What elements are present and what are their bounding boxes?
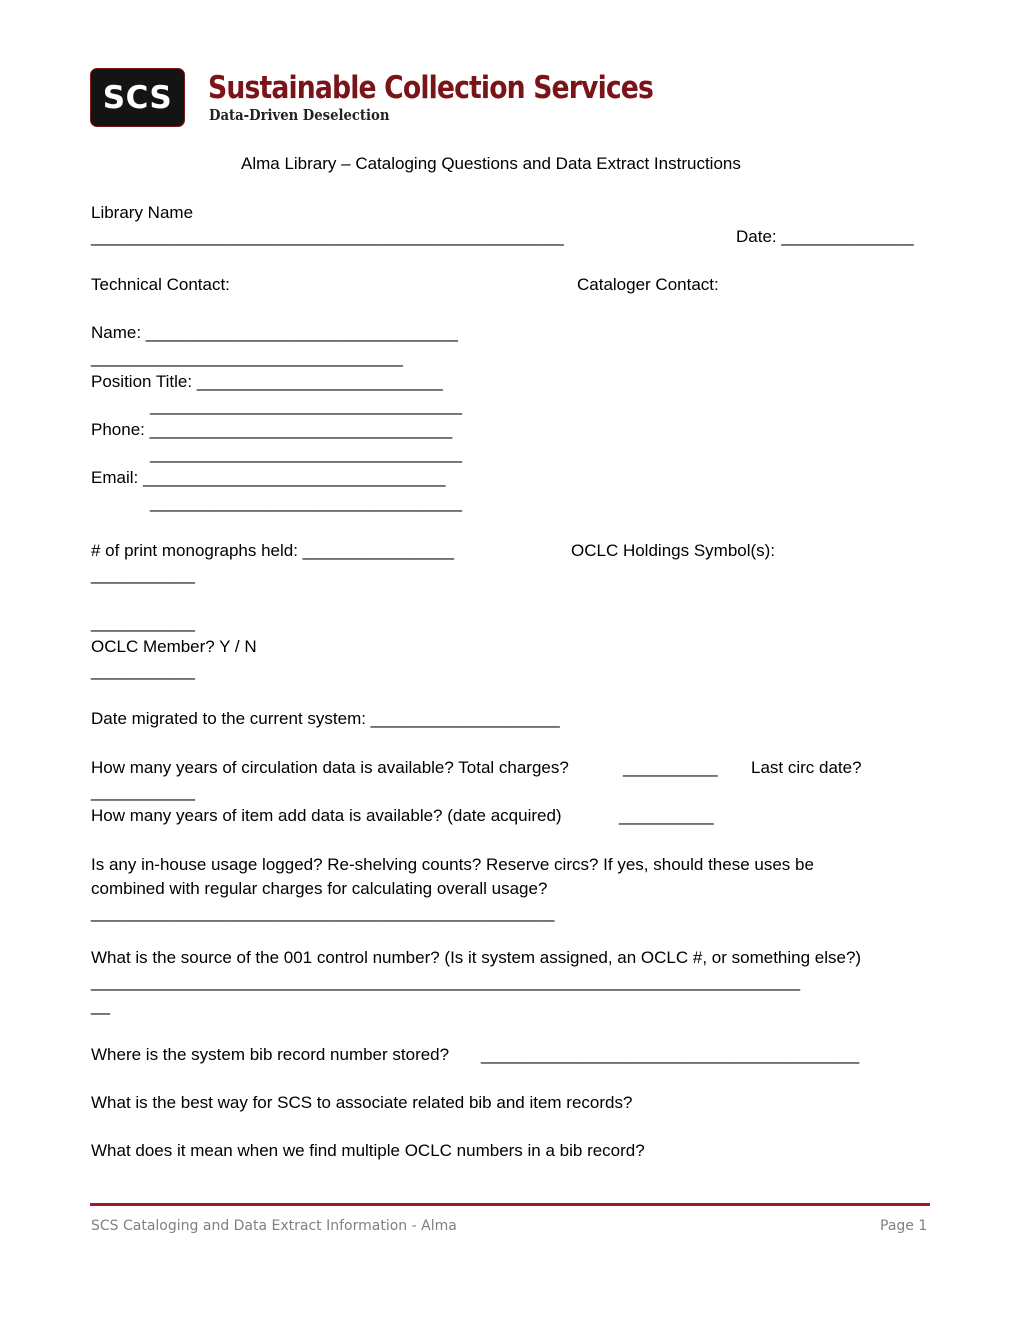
print-monographs-field[interactable]: # of print monographs held: ________________ (91, 541, 454, 560)
phone-field[interactable]: Phone: ________________________________ (91, 420, 453, 439)
email-field-line2[interactable]: _________________________________ (150, 493, 463, 512)
footer-rule (90, 1203, 930, 1206)
email-field[interactable]: Email: ________________________________ (91, 468, 446, 487)
total-charges-field[interactable]: __________ (623, 758, 718, 777)
oclc-member-line-below[interactable]: ___________ (91, 661, 196, 680)
associate-records-question: What is the best way for SCS to associate related bib and item records? (91, 1093, 633, 1112)
technical-contact-label: Technical Contact: (91, 275, 230, 294)
logo-text: SCS (102, 79, 173, 116)
control-number-field[interactable]: ___________________________________________________________________________ (91, 972, 801, 991)
name-field[interactable]: Name: _________________________________ (91, 323, 458, 342)
multiple-oclc-question: What does it mean when we find multiple OCLC numbers in a bib record? (91, 1141, 645, 1160)
name-field-line2[interactable]: _________________________________ (91, 348, 404, 367)
bib-record-field[interactable]: ________________________________________ (481, 1045, 860, 1064)
last-circ-label: Last circ date? (751, 758, 862, 777)
control-number-question: What is the source of the 001 control number? (Is it system assigned, an OCLC #, or something else?) (91, 948, 862, 967)
bib-record-question: Where is the system bib record number stored? (91, 1045, 450, 1064)
date-field[interactable]: Date: ______________ (736, 227, 914, 246)
item-add-field[interactable]: __________ (619, 806, 714, 825)
item-add-question: How many years of item add data is available? (date acquired) (91, 806, 562, 825)
phone-field-line2[interactable]: _________________________________ (150, 444, 463, 463)
oclc-holdings-field[interactable]: ___________ (91, 565, 196, 584)
circulation-question: How many years of circulation data is available? Total charges? (91, 758, 569, 777)
inhouse-usage-question-line1: Is any in-house usage logged? Re-shelving counts? Reserve circs? If yes, should these uses be (91, 855, 814, 874)
document-title: Alma Library – Cataloging Questions and Data Extract Instructions (241, 154, 741, 173)
brand-tagline: Data-Driven Deselection (209, 106, 390, 124)
inhouse-usage-field[interactable]: _________________________________________________ (91, 903, 555, 922)
oclc-member-question[interactable]: OCLC Member? Y / N (91, 637, 257, 656)
date-migrated-field[interactable]: Date migrated to the current system: ____________________ (91, 709, 560, 728)
inhouse-usage-question-line2: combined with regular charges for calculating overall usage? (91, 879, 548, 898)
last-circ-field[interactable]: ___________ (91, 782, 196, 801)
scs-logo (90, 68, 185, 127)
position-field-line2[interactable]: _________________________________ (150, 396, 463, 415)
brand-name: Sustainable Collection Services (208, 70, 654, 106)
library-name-label: Library Name (91, 203, 194, 222)
library-name-field[interactable]: __________________________________________________ (91, 227, 564, 246)
control-number-field-line2[interactable]: __ (91, 996, 110, 1015)
oclc-holdings-label: OCLC Holdings Symbol(s): (571, 541, 776, 560)
cataloger-contact-label: Cataloger Contact: (577, 275, 719, 294)
footer-document-title: SCS Cataloging and Data Extract Information - Alma (91, 1218, 457, 1234)
position-title-field[interactable]: Position Title: __________________________ (91, 372, 443, 391)
page-number: Page 1 (880, 1218, 928, 1234)
oclc-member-line-above[interactable]: ___________ (91, 613, 196, 632)
